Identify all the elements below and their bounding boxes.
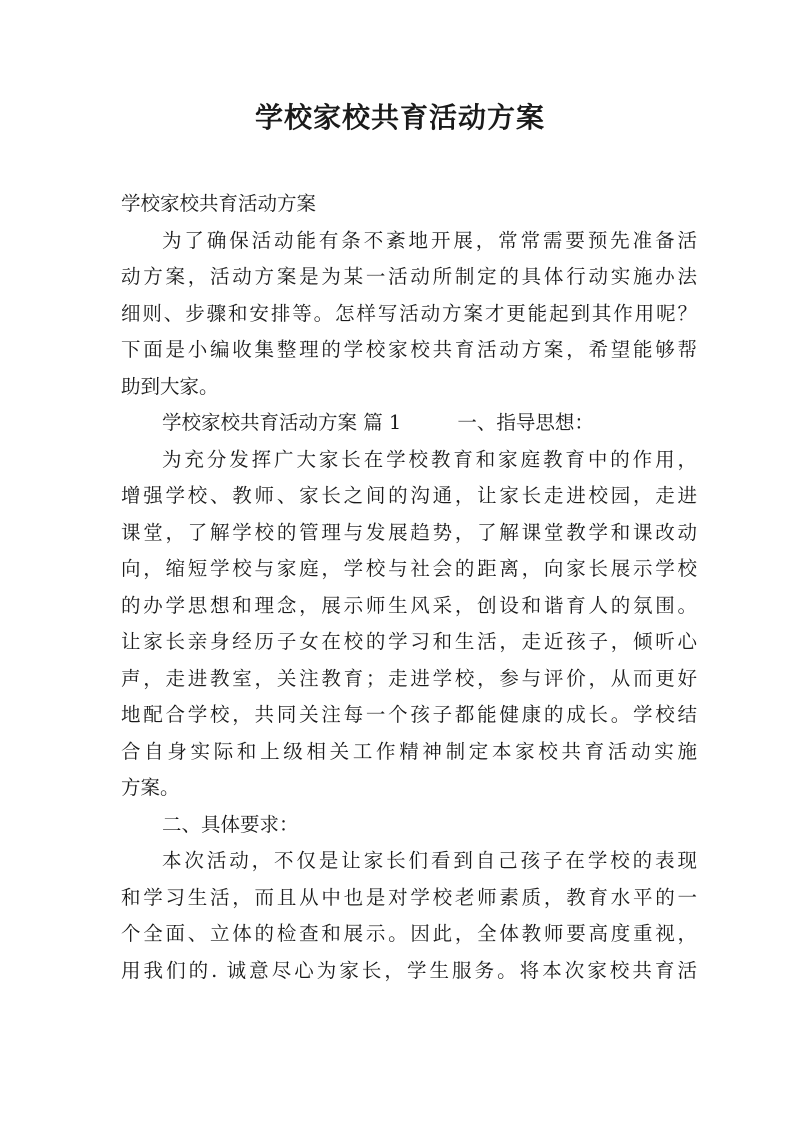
requirements-heading: 二、具体要求： (162, 812, 299, 836)
guiding-line: 让家长亲身经历子女在校的学习和生活，走近孩子，倾听心 (121, 630, 697, 653)
guiding-line: 课堂，了解学校的管理与发展趋势，了解课堂教学和课改动 (121, 520, 697, 544)
section-heading: 一、指导思想： (457, 411, 594, 434)
intro-line: 下面是小编收集整理的学校家校共育活动方案，希望能够帮 (121, 338, 697, 361)
guiding-line: 向，缩短学校与家庭，学校与社会的距离，向家长展示学校 (121, 557, 697, 580)
intro-line: 动方案，活动方案是为某一活动所制定的具体行动实施办法 (121, 265, 697, 288)
requirements-line: 个全面、立体的检查和展示。因此，全体教师要高度重视， (121, 922, 697, 945)
requirements-line: 用我们的. 诚意尽心为家长，学生服务。将本次家校共育活 (121, 958, 697, 982)
requirements-line: 和学习生活，而且从中也是对学校老师素质，教育水平的一 (121, 885, 697, 909)
guiding-line: 地配合学校，共同关注每一个孩子都能健康的成长。学校结 (121, 703, 697, 726)
guiding-line: 为充分发挥广大家长在学校教育和家庭教育中的作用， (162, 447, 697, 471)
intro-line: 细则、步骤和安排等。怎样写活动方案才更能起到其作用呢？ (121, 301, 697, 325)
guiding-line: 声，走进教室，关注教育；走进学校，参与评价，从而更好 (121, 666, 697, 690)
requirements-line: 本次活动，不仅是让家长们看到自己孩子在学校的表现 (162, 849, 697, 872)
section-part-label: 学校家校共育活动方案 篇 1 (162, 411, 402, 434)
guiding-line: 合自身实际和上级相关工作精神制定本家校共育活动实施 (121, 739, 697, 763)
document-subtitle: 学校家校共育活动方案 (121, 192, 317, 215)
guiding-line: 增强学校、教师、家长之间的沟通，让家长走进校园，走进 (121, 484, 697, 507)
guiding-line: 的办学思想和理念，展示师生风采，创设和谐育人的氛围。 (121, 593, 697, 617)
document-title: 学校家校共育活动方案 (254, 101, 545, 134)
document-body (121, 186, 697, 989)
section-header (121, 405, 697, 442)
guiding-line: 方案。 (121, 776, 180, 799)
intro-line: 助到大家。 (121, 374, 219, 398)
intro-line: 为了确保活动能有条不紊地开展，常常需要预先准备活 (162, 228, 697, 252)
